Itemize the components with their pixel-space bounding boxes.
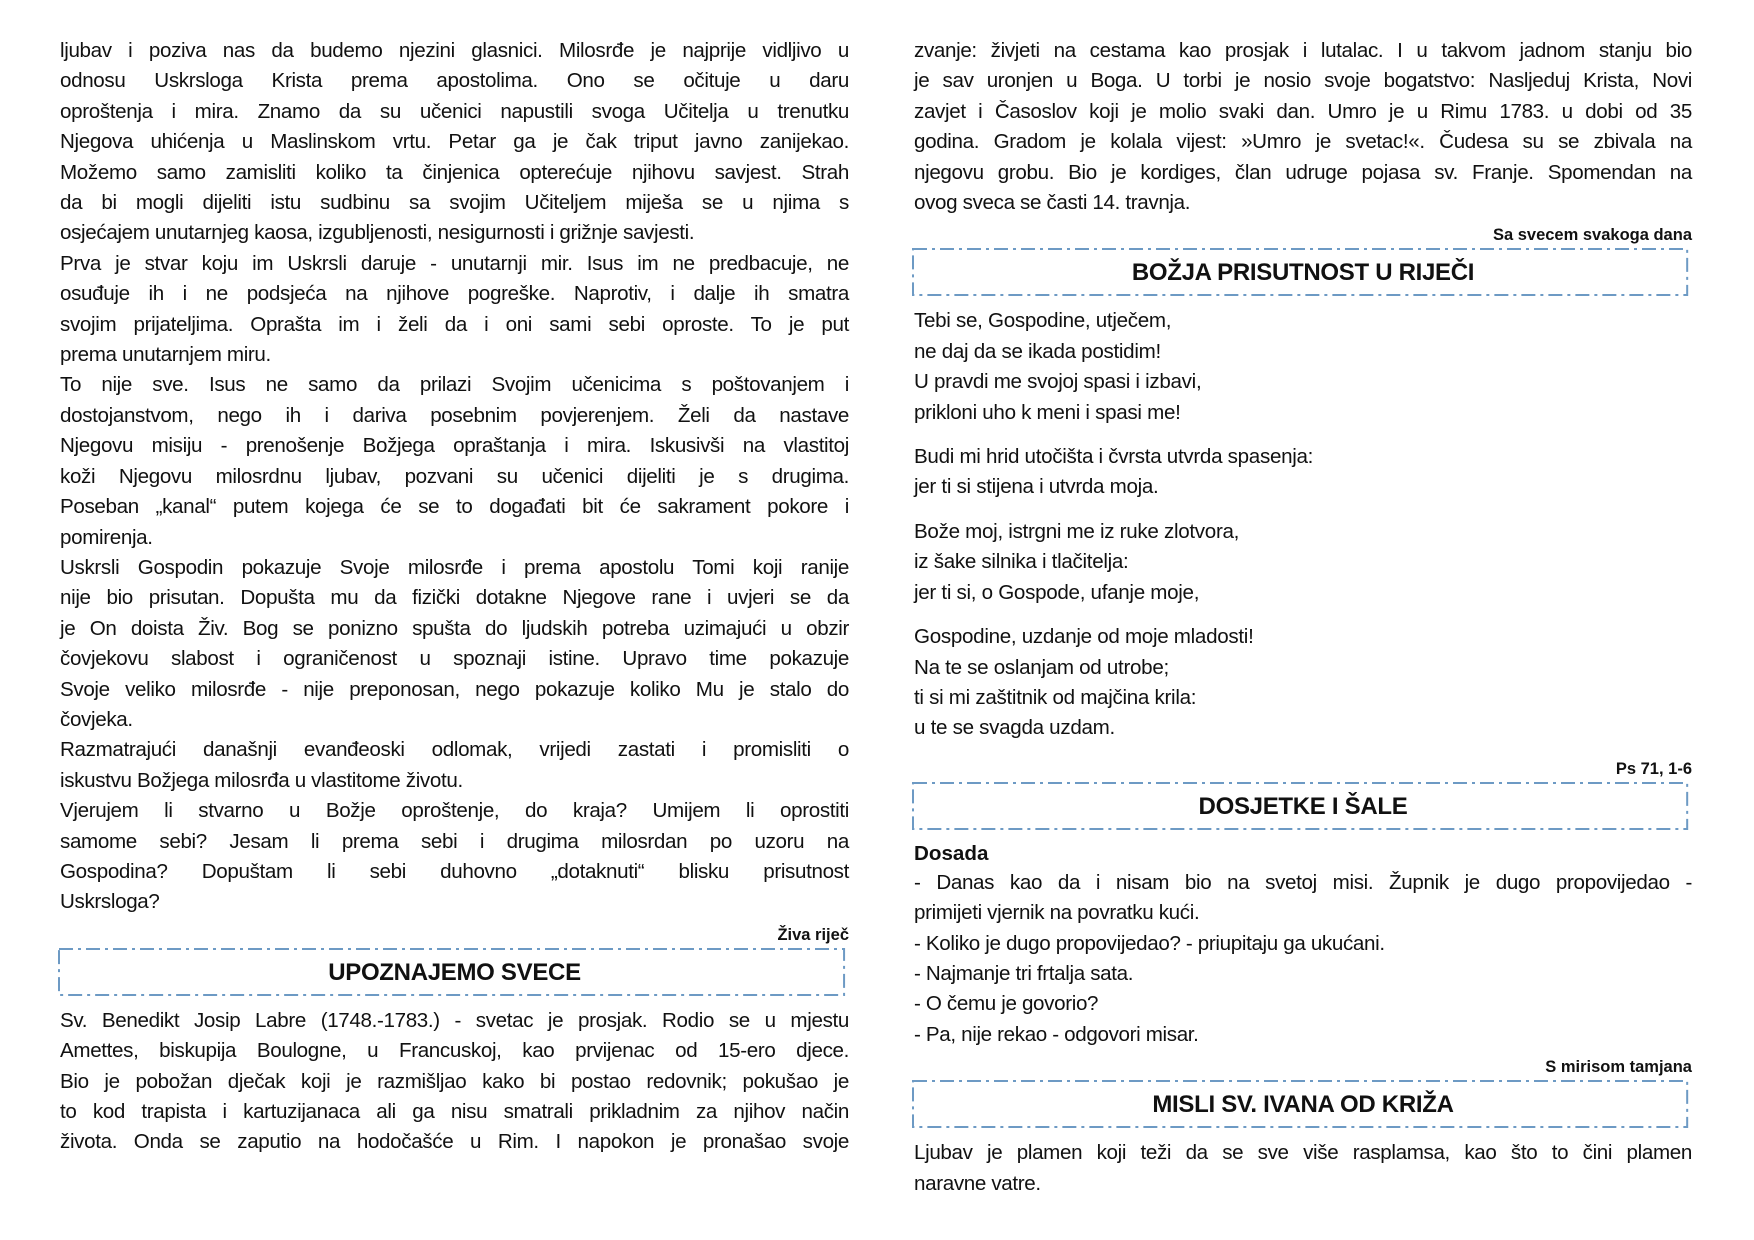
text-line: da bi mogli dijeliti istu sudbinu sa svojim Učiteljem miješa se u njima s — [60, 191, 849, 215]
psalm-verse: jer ti si, o Gospode, ufanje moje, — [914, 580, 1200, 604]
text-line: čovjeka. — [60, 707, 133, 731]
psalm-verse: Na te se oslanjam od utrobe; — [914, 655, 1169, 679]
psalm-stanza — [914, 306, 1692, 428]
text-line: Amettes, biskupija Boulogne, u Francuskoj, kao prvijenac od 15-ero djece. — [60, 1039, 849, 1063]
intro-attribution: Živa riječ — [777, 925, 849, 944]
psalm-verse: ti si mi zaštitnik od majčina krila: — [914, 685, 1197, 709]
section-header-upoznajemo-svece — [60, 950, 849, 996]
text-line: Bio je pobožan dječak koji je razmišljao kako bi postao redovnik; pokušao je — [60, 1069, 849, 1093]
text-line: Svoje veliko milosrđe - nije preponosan, nego pokazuje koliko Mu je stalo do — [60, 677, 849, 701]
text-line: Uskrsli Gospodin pokazuje Svoje milosrđe i prema apostolu Tomi koji ranije — [60, 555, 849, 579]
text-line: je On doista Živ. Bog se ponizno spušta do ljudskih potreba uzimajući u obzir — [60, 616, 849, 640]
text-line: Sv. Benedikt Josip Labre (1748.-1783.) - svetac je prosjak. Rodio se u mjestu — [60, 1008, 849, 1032]
text-line: samome sebi? Jesam li prema sebi i drugima milosrdan po uzoru na — [60, 829, 849, 853]
text-line: njegovu grobu. Bio je kordiges, član udruge pojasa sv. Franje. Spomendan na — [914, 160, 1692, 184]
section-title: MISLI SV. IVANA OD KRIŽA — [1152, 1091, 1454, 1119]
text-line: naravne vatre. — [914, 1171, 1041, 1195]
text-line: pomirenja. — [60, 525, 153, 549]
text-line: Njegovu misiju - prenošenje Božjega opraštanja i mira. Iskusivši na vlastitoj — [60, 434, 849, 458]
text-line: Uskrsloga? — [60, 890, 160, 914]
text-line: je sav uronjen u Boga. U torbi je nosio svoje bogatstvo: Nasljeduj Krista, Novi — [914, 69, 1692, 93]
intro-article — [60, 36, 849, 918]
psalm-verse: Bože moj, istrgni me iz ruke zlotvora, — [914, 519, 1240, 543]
saint-attribution: Sa svecem svakoga dana — [1492, 226, 1692, 245]
section-header-dosjetke — [914, 784, 1692, 830]
text-line: - Danas kao da i nisam bio na svetoj misi. Župnik je dugo propovijedao - — [914, 870, 1692, 894]
psalm-stanza — [914, 442, 1692, 503]
section-title: UPOZNAJEMO SVECE — [328, 958, 581, 986]
text-line: iskustvu Božjega milosrđa u vlastitome životu. — [60, 768, 463, 792]
text-line: Gospodina? Dopuštam li sebi duhovno „dotaknuti“ blisku prisutnost — [60, 859, 849, 883]
psalm-verse: U pravdi me svojoj spasi i izbavi, — [914, 370, 1202, 394]
text-line: ljubav i poziva nas da budemo njezini glasnici. Milosrđe je najprije vidljivo u — [60, 39, 849, 62]
psalm-verse: Budi mi hrid utočišta i čvrsta utvrda spasenja: — [914, 445, 1314, 469]
text-line: to kod trapista i kartuzijanaca ali ga nisu smatrali prikladnim za njihov način — [60, 1100, 849, 1123]
psalm-verse: iz šake silnika i tlačitelja: — [914, 550, 1129, 574]
text-line: - Koliko je dugo propovijedao? - priupitaju ga ukućani. — [914, 931, 1385, 955]
psalm-verse: jer ti si stijena i utvrda moja. — [914, 475, 1159, 499]
psalm-verse: Gospodine, uzdanje od moje mladosti! — [914, 625, 1254, 649]
psalm-stanza — [914, 517, 1692, 608]
text-line: primijeti vjernik na povratku kući. — [914, 901, 1200, 925]
text-line: Prva je stvar koju im Uskrsli daruje - unutarnji mir. Isus im ne predbacuje, ne — [60, 251, 849, 275]
text-line: Možemo samo zamisliti koliko ta činjenica opterećuje njihovu savjest. Strah — [60, 160, 849, 184]
thought-text — [914, 1138, 1692, 1199]
text-line: godina. Gradom je kolala vijest: »Umro je svetac!«. Čudesa su se zbivala na — [914, 130, 1692, 154]
text-line: čovjekovu slabost i ograničenost u spoznaji istine. Upravo time pokazuje — [60, 647, 849, 671]
text-line: osjećajem unutarnjeg kaosa, izgubljenosti, nesigurnosti i grižnje savjesti. — [60, 221, 695, 245]
saint-article — [60, 1006, 849, 1158]
text-line: Poseban „kanal“ putem kojega će se to događati bit će sakrament pokore i — [60, 495, 849, 519]
text-line: osuđuje ih i ne podsjeća na njihove pogreške. Naprotiv, i dalje ih smatra — [60, 282, 849, 306]
psalm-stanza — [914, 622, 1692, 744]
psalm-verse: ne daj da se ikada postidim! — [914, 339, 1161, 363]
text-line: svojim prijateljima. Oprašta im i želi da i oni sami sebi oproste. To je put — [60, 312, 849, 336]
right-column — [914, 36, 1692, 1199]
joke-text — [914, 868, 1692, 1050]
section-header-bozja-prisutnost — [914, 250, 1692, 296]
text-line: - O čemu je govorio? — [914, 992, 1099, 1016]
text-line: Vjerujem li stvarno u Božje oproštenje, do kraja? Umijem li oprostiti — [60, 799, 849, 823]
text-line: dostojanstvom, nego ih i dariva posebnim povjerenjem. Želi da nastave — [60, 403, 849, 427]
text-line: života. Onda se zaputio na hodočašće u Rim. I napokon je pronašao svoje — [60, 1130, 849, 1154]
text-line: - Pa, nije rekao - odgovori misar. — [914, 1022, 1199, 1046]
psalm-verse: Tebi se, Gospodine, utječem, — [914, 309, 1172, 333]
text-line: zvanje: živjeti na cestama kao prosjak i lutalac. I u takvom jadnom stanju bio — [914, 39, 1692, 62]
text-line: Ljubav je plamen koji teži da se sve više rasplamsa, kao što to čini plamen — [914, 1141, 1692, 1165]
text-line: zavjet i Časoslov koji je molio svaki dan. Umro je u Rimu 1783. u dobi od 35 — [914, 99, 1692, 123]
text-line: odnosu Uskrsloga Krista prema apostolima. Ono se očituje u daru — [60, 69, 849, 93]
saint-article-continued — [914, 36, 1692, 218]
text-line: Razmatrajući današnji evanđeoski odlomak, vrijedi zastati i promisliti o — [60, 738, 849, 762]
psalm-verse: u te se svagda uzdam. — [914, 716, 1115, 740]
section-title: DOSJETKE I ŠALE — [1198, 792, 1408, 820]
text-line: Njegova uhićenja u Maslinskom vrtu. Petar ga je čak triput javno zanijekao. — [60, 130, 849, 154]
text-line: - Najmanje tri frtalja sata. — [914, 961, 1134, 985]
psalm-attribution: Ps 71, 1-6 — [1615, 759, 1692, 778]
joke-title: Dosada — [914, 841, 989, 865]
joke-attribution: S mirisom tamjana — [1545, 1058, 1692, 1077]
text-line: oproštenja i mira. Znamo da su učenici napustili svoga Učitelja u trenutku — [60, 99, 849, 123]
text-line: prema unutarnjem miru. — [60, 343, 271, 367]
text-line: ovog sveca se časti 14. travnja. — [914, 191, 1191, 215]
text-line: koži Njegovu milosrdnu ljubav, pozvani su učenici dijeliti je s drugima. — [60, 464, 849, 488]
left-column — [60, 36, 849, 1158]
text-line: nije bio prisutan. Dopušta mu da fizički dotakne Njegove rane i uvjeri se da — [60, 586, 849, 610]
psalm-verses — [914, 306, 1692, 743]
text-line: To nije sve. Isus ne samo da prilazi Svojim učenicima s poštovanjem i — [60, 373, 849, 397]
section-header-misli — [914, 1082, 1692, 1128]
section-title: BOŽJA PRISUTNOST U RIJEČI — [1131, 259, 1475, 287]
psalm-verse: prikloni uho k meni i spasi me! — [914, 400, 1181, 424]
